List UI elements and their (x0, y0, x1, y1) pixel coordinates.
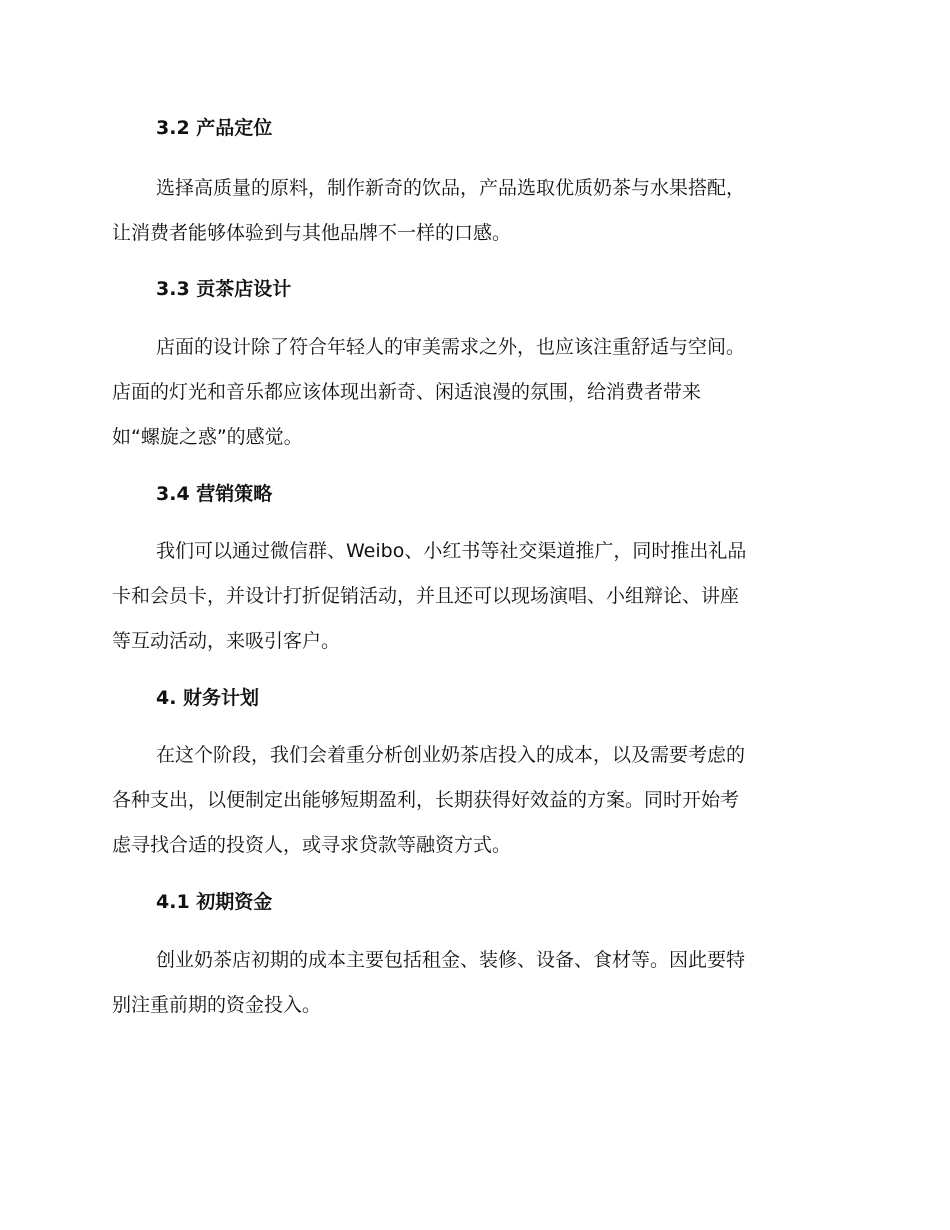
section-paragraph-3-3 (112, 325, 832, 460)
section-paragraph-3-4 (112, 529, 832, 664)
paragraph-line: 别注重前期的资金投入。 (112, 994, 322, 1016)
paragraph-line: 各种支出，以便制定出能够短期盈利，长期获得好效益的方案。同时开始考 (112, 789, 740, 811)
section-paragraph-4-1 (112, 938, 832, 1028)
section-heading-3-3: 3.3 贡茶店设计 (156, 278, 292, 300)
section-paragraph-4 (112, 733, 832, 868)
section-heading-4: 4. 财务计划 (156, 687, 260, 709)
paragraph-line: 店面的灯光和音乐都应该体现出新奇、闲适浪漫的氛围，给消费者带来 (112, 381, 702, 403)
paragraph-line: 店面的设计除了符合年轻人的审美需求之外，也应该注重舒适与空间。 (156, 336, 746, 358)
paragraph-line: 如“螺旋之惑”的感觉。 (112, 426, 303, 448)
paragraph-line: 让消费者能够体验到与其他品牌不一样的口感。 (112, 222, 512, 244)
paragraph-line: 卡和会员卡，并设计打折促销活动，并且还可以现场演唱、小组辩论、讲座 (112, 585, 740, 607)
section-heading-3-4: 3.4 营销策略 (156, 483, 273, 505)
paragraph-line: 选择高质量的原料，制作新奇的饮品，产品选取优质奶茶与水果搭配， (156, 177, 746, 199)
paragraph-line: 创业奶茶店初期的成本主要包括租金、装修、设备、食材等。因此要特 (156, 949, 746, 971)
paragraph-line: 等互动活动，来吸引客户。 (112, 630, 341, 652)
section-paragraph-3-2 (112, 166, 832, 256)
paragraph-line: 在这个阶段，我们会着重分析创业奶茶店投入的成本，以及需要考虑的 (156, 744, 746, 766)
section-heading-4-1: 4.1 初期资金 (156, 891, 273, 913)
paragraph-line: 虑寻找合适的投资人，或寻求贷款等融资方式。 (112, 834, 512, 856)
section-heading-3-2: 3.2 产品定位 (156, 117, 273, 139)
paragraph-line: 我们可以通过微信群、Weibo、小红书等社交渠道推广，同时推出礼品 (156, 540, 747, 562)
